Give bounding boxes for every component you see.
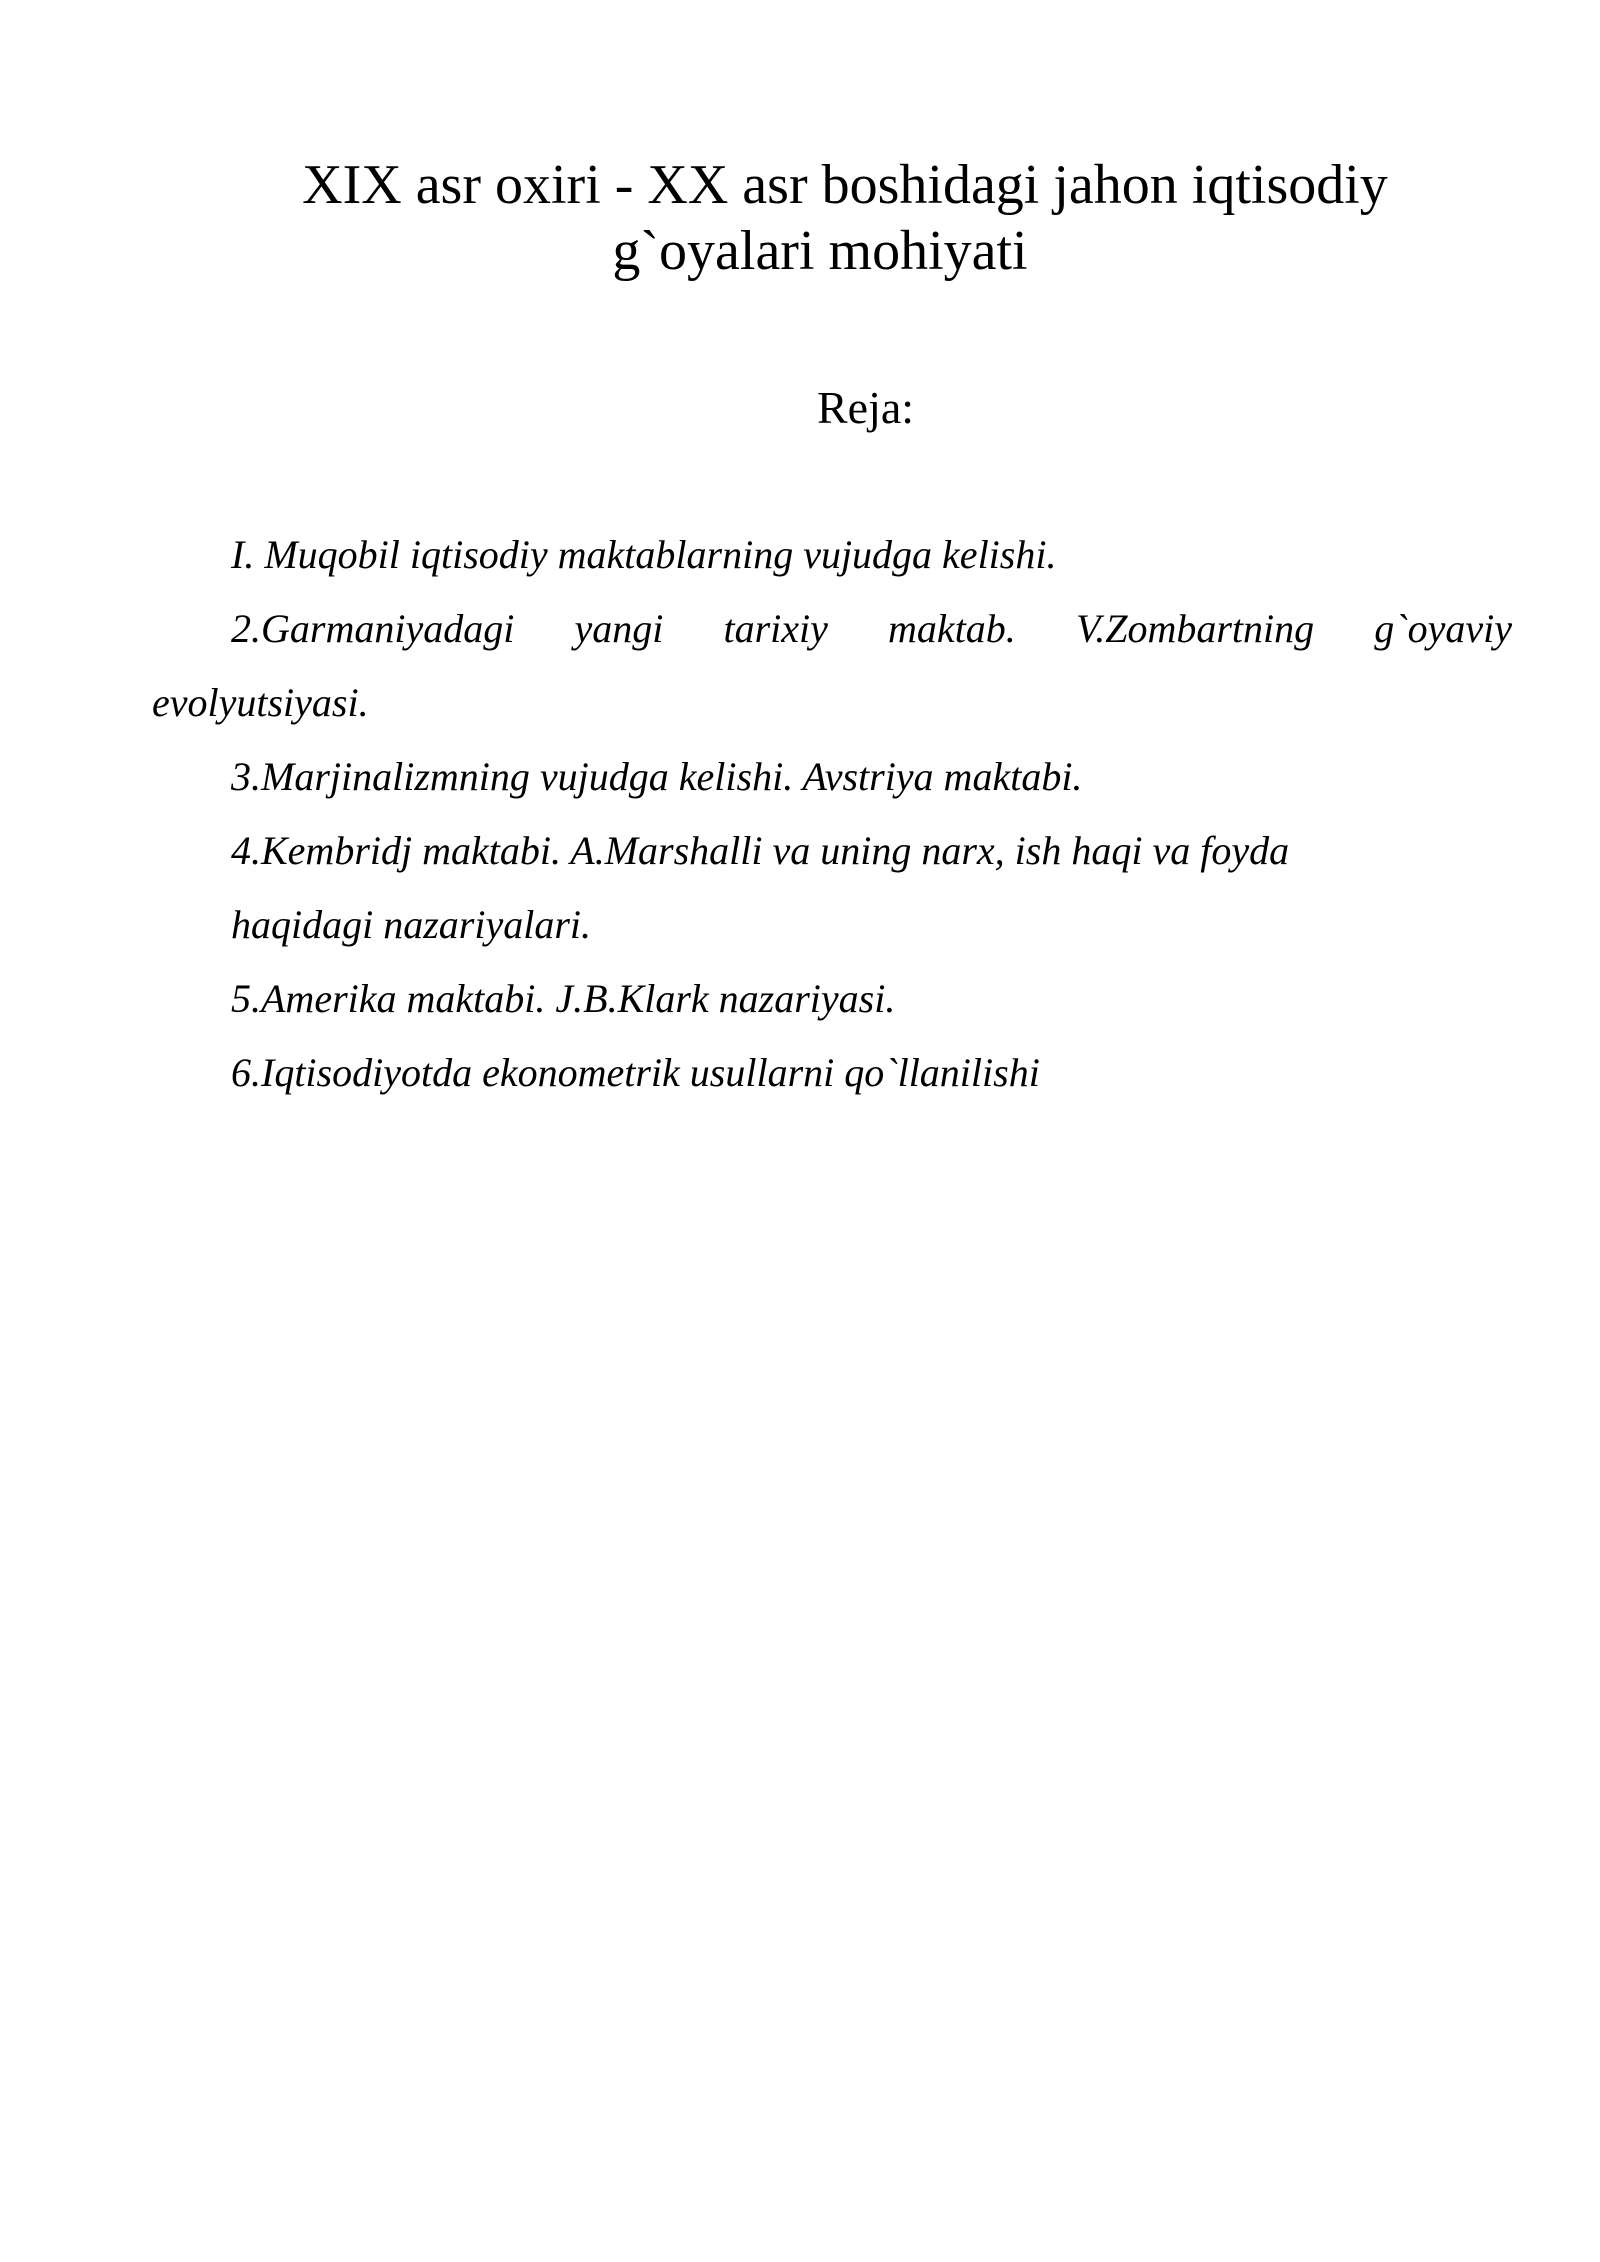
- plan-item-2-word: g`oyaviy: [1374, 606, 1512, 651]
- plan-item-1: I. Muqobil iqtisodiy maktablarning vujudga kelishi.: [231, 532, 1057, 577]
- plan-heading: Reja:: [817, 382, 915, 433]
- plan-item-2-continuation: evolyutsiyasi.: [152, 680, 369, 725]
- plan-item-5: 5.Amerika maktabi. J.B.Klark nazariyasi.: [231, 976, 896, 1021]
- plan-item-2-word: V.Zombartning: [1075, 606, 1315, 651]
- plan-item-2-word: tarixiy: [723, 606, 828, 651]
- plan-list: [152, 518, 1512, 1110]
- plan-item-4-line-1: 4.Kembridj maktabi. A.Marshalli va uning narx, ish haqi va foyda: [231, 828, 1290, 873]
- document-title: [0, 152, 1600, 284]
- plan-item-2-word: yangi: [574, 606, 664, 651]
- plan-item-4-line-2: haqidagi nazariyalari.: [231, 902, 592, 947]
- plan-item-2: [152, 592, 1512, 740]
- title-line-1: XIX asr oxiri - XX asr boshidagi jahon iqtisodiy: [302, 154, 1388, 216]
- plan-item-6: 6.Iqtisodiyotda ekonometrik usullarni qo`llanilishi: [231, 1050, 1040, 1095]
- plan-item-2-word: maktab.: [888, 606, 1016, 651]
- plan-item-4: [152, 814, 1512, 962]
- plan-item-3: 3.Marjinalizmning vujudga kelishi. Avstriya maktabi.: [231, 754, 1083, 799]
- plan-item-2-word: 2.Garmaniyadagi: [231, 606, 515, 651]
- plan-item-2-first-line: [152, 592, 1512, 666]
- title-line-2: g`oyalari mohiyati: [612, 220, 1028, 282]
